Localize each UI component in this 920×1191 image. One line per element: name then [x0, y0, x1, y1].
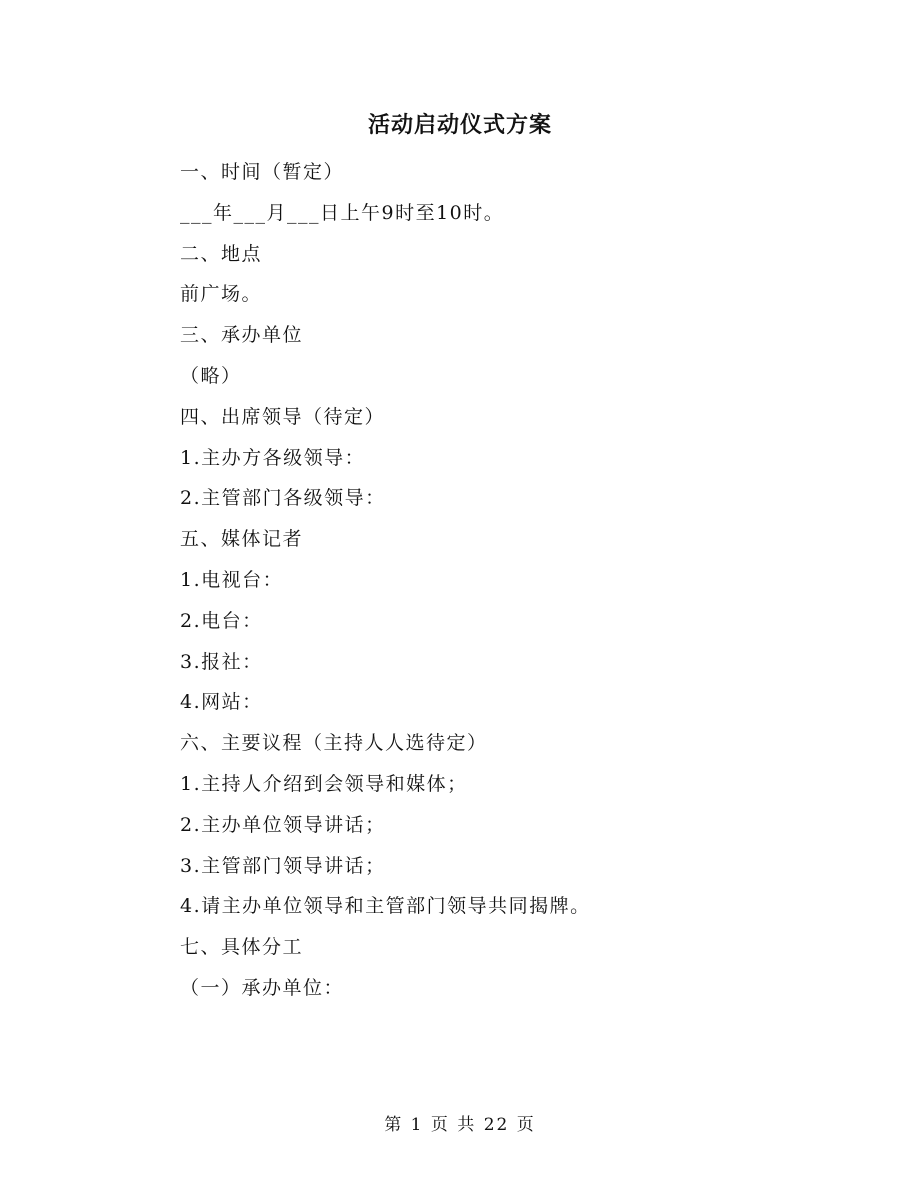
section-heading-agenda: 六、主要议程（主持人人选待定）: [180, 732, 488, 755]
time-detail: ___年___月___日上午9时至10时。: [180, 201, 505, 224]
leaders-item-2: 2.主管部门各级领导：: [180, 487, 386, 510]
organizer-detail: （略）: [180, 364, 242, 387]
section-heading-time: 一、时间（暂定）: [180, 161, 345, 183]
media-item-4: 4.网站：: [180, 691, 263, 714]
section-heading-media: 五、媒体记者: [180, 528, 304, 551]
page-footer: 第 1 页 共 22 页: [384, 1115, 536, 1135]
leaders-item-1: 1.主办方各级领导：: [180, 446, 366, 469]
agenda-item-4: 4.请主办单位领导和主管部门领导共同揭牌。: [180, 895, 591, 918]
document-body: [180, 152, 780, 1009]
agenda-item-3: 3.主管部门领导讲话；: [180, 854, 386, 877]
section-heading-division: 七、具体分工: [180, 936, 304, 959]
media-item-3: 3.报社：: [180, 650, 263, 673]
document-title: 活动启动仪式方案: [367, 112, 552, 138]
location-detail: 前广场。: [180, 283, 263, 306]
section-heading-location: 二、地点: [180, 242, 263, 265]
division-item-1: （一）承办单位：: [180, 976, 345, 999]
section-heading-leaders: 四、出席领导（待定）: [180, 405, 386, 428]
media-item-1: 1.电视台：: [180, 568, 284, 591]
section-heading-organizer: 三、承办单位: [180, 324, 304, 347]
media-item-2: 2.电台：: [180, 609, 263, 632]
agenda-item-1: 1.主持人介绍到会领导和媒体；: [180, 772, 468, 795]
agenda-item-2: 2.主办单位领导讲话；: [180, 813, 386, 836]
